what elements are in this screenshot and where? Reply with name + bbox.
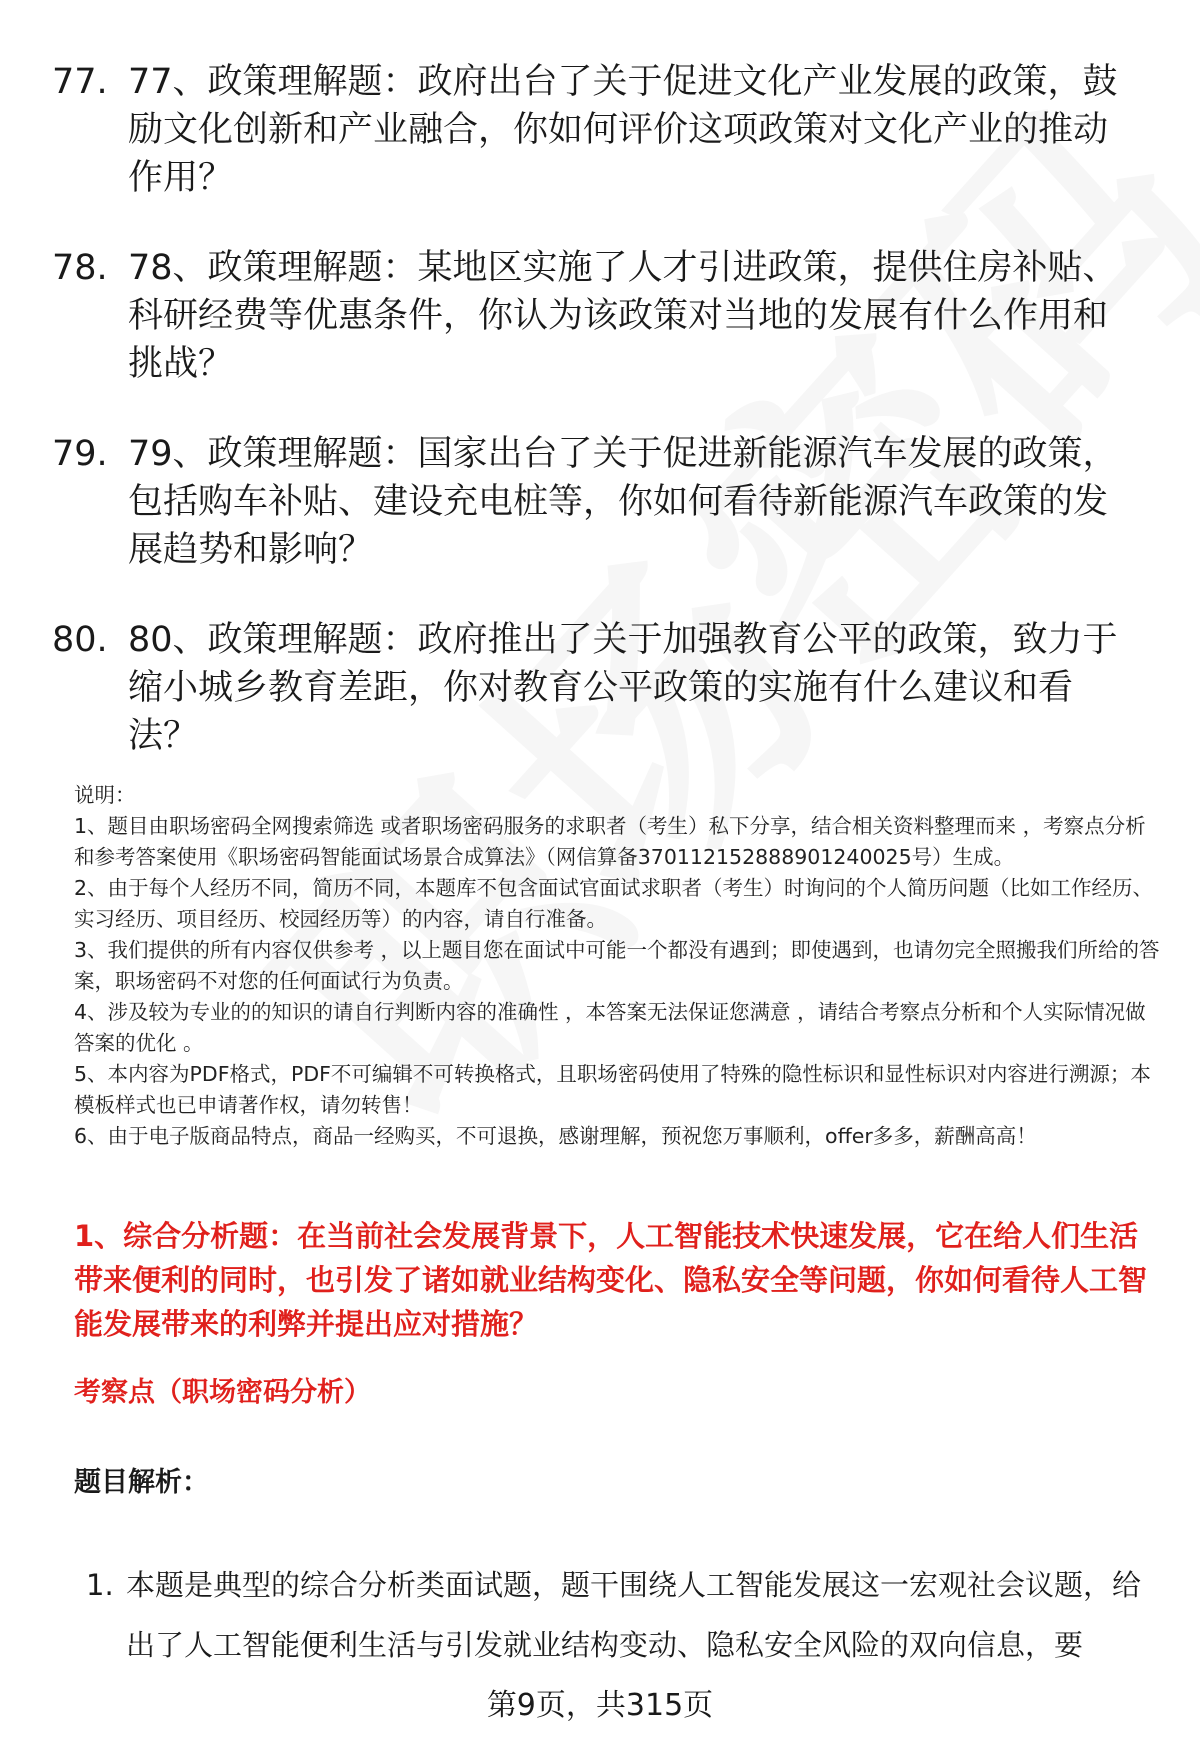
- question-item: [52, 430, 1152, 574]
- note-item: 5、本内容为PDF格式，PDF不可编辑不可转换格式，且职场密码使用了特殊的隐性标识和显性标识对内容进行溯源；本模板样式也已申请著作权，请勿转售！: [74, 1062, 1151, 1117]
- analysis-item: [86, 1555, 1166, 1675]
- notes-title: 说明：: [74, 783, 136, 807]
- page-footer: 第9页，共315页: [486, 1688, 714, 1723]
- highlight-question: 1、综合分析题：在当前社会发展背景下，人工智能技术快速发展，它在给人们生活带来便利的同时，也引发了诸如就业结构变化、隐私安全等问题，你如何看待人工智能发展带来的利弊并提出应对措施？: [74, 1219, 1148, 1341]
- question-text: 77、政策理解题：政府出台了关于促进文化产业发展的政策，鼓励文化创新和产业融合，你如何评价这项政策对文化产业的推动作用？: [128, 62, 1118, 198]
- kaochadian-heading: 考察点（职场密码分析）: [74, 1377, 371, 1408]
- question-text: 78、政策理解题：某地区实施了人才引进政策，提供住房补贴、科研经费等优惠条件，你认为该政策对当地的发展有什么作用和挑战？: [128, 248, 1118, 384]
- analysis-number: 1.: [86, 1568, 114, 1602]
- note-item: 1、题目由职场密码全网搜索筛选 或者职场密码服务的求职者（考生）私下分享，结合相关资料整理而来 ，考察点分析和参考答案使用《职场密码智能面试场景合成算法》（网信算备370112152888901240025号）生成。: [74, 814, 1146, 869]
- question-number: 78.: [52, 248, 108, 288]
- question-list: [52, 58, 1152, 802]
- note-item: 6、由于电子版商品特点，商品一经购买，不可退换，感谢理解，预祝您万事顺利，offer多多，薪酬高高！: [74, 1124, 1037, 1148]
- note-item: 3、我们提供的所有内容仅供参考 ，以上题目您在面试中可能一个都没有遇到；即使遇到，也请勿完全照搬我们所给的答案，职场密码不对您的任何面试行为负责。: [74, 938, 1160, 993]
- notes-section: [74, 780, 1164, 1152]
- note-item: 2、由于每个人经历不同，简历不同，本题库不包含面试官面试求职者（考生）时询问的个人简历问题（比如工作经历、实习经历、项目经历、校园经历等）的内容，请自行准备。: [74, 876, 1154, 931]
- question-text: 79、政策理解题：国家出台了关于促进新能源汽车发展的政策，包括购车补贴、建设充电桩等，你如何看待新能源汽车政策的发展趋势和影响？: [128, 434, 1118, 570]
- question-number: 77.: [52, 62, 108, 102]
- analysis-text: 本题是典型的综合分析类面试题，题干围绕人工智能发展这一宏观社会议题，给出了人工智能便利生活与引发就业结构变动、隐私安全风险的双向信息，要: [126, 1568, 1142, 1662]
- note-item: 4、涉及较为专业的的知识的请自行判断内容的准确性 ，本答案无法保证您满意 ，请结合考察点分析和个人实际情况做答案的优化 。: [74, 1000, 1146, 1055]
- question-number: 80.: [52, 620, 108, 660]
- question-item: [52, 58, 1152, 202]
- question-item: [52, 244, 1152, 388]
- question-number: 79.: [52, 434, 108, 474]
- analysis-heading: 题目解析：: [74, 1467, 209, 1498]
- question-text: 80、政策理解题：政府推出了关于加强教育公平的政策，致力于缩小城乡教育差距，你对教育公平政策的实施有什么建议和看法？: [128, 620, 1118, 756]
- question-item: [52, 616, 1152, 760]
